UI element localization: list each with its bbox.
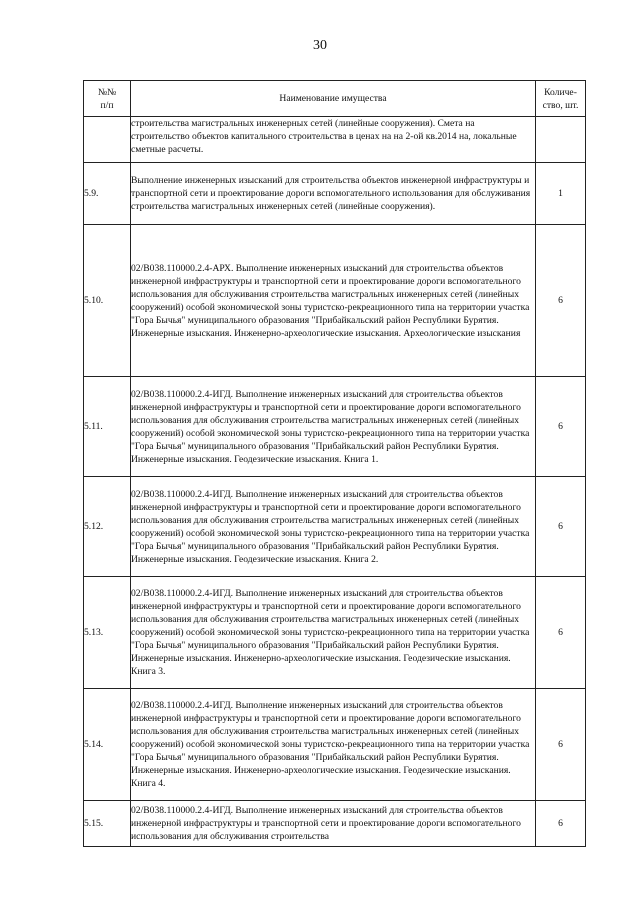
row-quantity	[536, 117, 586, 163]
row-number: 5.14.	[84, 689, 131, 801]
property-table	[83, 80, 586, 847]
row-number: 5.10.	[84, 225, 131, 377]
header-name-label: Наименование имущества	[279, 93, 387, 104]
table-body	[84, 117, 586, 847]
table-row	[84, 689, 586, 801]
header-quantity-label: Количе- ство, шт.	[542, 86, 579, 111]
table-row	[84, 225, 586, 377]
row-number	[84, 117, 131, 163]
row-quantity: 6	[536, 377, 586, 477]
row-name: 02/В038.110000.2.4-ИГД. Выполнение инженерных изысканий для строительства объектов инженерной инфраструктуры и транспортной сети и проектирование дороги вспомогательного использования для обслуживания строительства магистральных инженерных сетей (линейных сооружений) особой экономической зоны туристско-рекреационного типа на территории участка "Гора Бычья" муниципального образования "Прибайкальский район Республики Бурятия. Инженерные изыскания. Инженерно-археологические изыскания. Геодезические изыскания. Книга 4.	[131, 689, 536, 801]
row-quantity: 6	[536, 225, 586, 377]
row-number: 5.11.	[84, 377, 131, 477]
row-name: 02/В038.110000.2.4-ИГД. Выполнение инженерных изысканий для строительства объектов инженерной инфраструктуры и транспортной сети и проектирование дороги вспомогательного использования для обслуживания строительства магистральных инженерных сетей (линейных сооружений) особой экономической зоны туристско-рекреационного типа на территории участка "Гора Бычья" муниципального образования "Прибайкальский район Республики Бурятия. Инженерные изыскания. Геодезические изыскания. Книга 1.	[131, 377, 536, 477]
table-header-row	[84, 81, 586, 117]
row-name: Выполнение инженерных изысканий для строительства объектов инженерной инфраструктуры и транспортной сети и проектирование дороги вспомогательного использования для обслуживания строительства магистральных инженерных сетей (линейные сооружения).	[131, 163, 536, 225]
row-name: строительства магистральных инженерных сетей (линейные сооружения). Смета на строительство объектов капитального строительства в ценах на на 2-ой кв.2014 на, локальные сметные расчеты.	[131, 117, 536, 163]
header-quantity	[536, 81, 586, 117]
table-row	[84, 577, 586, 689]
page-number: 30	[313, 38, 327, 53]
table-row	[84, 117, 586, 163]
row-number: 5.12.	[84, 477, 131, 577]
table-row	[84, 163, 586, 225]
row-quantity: 6	[536, 801, 586, 847]
header-name	[131, 81, 536, 117]
header-number-label: №№ п/п	[97, 86, 117, 111]
row-quantity: 1	[536, 163, 586, 225]
row-name: 02/В038.110000.2.4-ИГД. Выполнение инженерных изысканий для строительства объектов инженерной инфраструктуры и транспортной сети и проектирование дороги вспомогательного использования для обслуживания строительства	[131, 801, 536, 847]
row-quantity: 6	[536, 577, 586, 689]
row-name: 02/В038.110000.2.4-ИГД. Выполнение инженерных изысканий для строительства объектов инженерной инфраструктуры и транспортной сети и проектирование дороги вспомогательного использования для обслуживания строительства магистральных инженерных сетей (линейных сооружений) особой экономической зоны туристско-рекреационного типа на территории участка "Гора Бычья" муниципального образования "Прибайкальский район Республики Бурятия. Инженерные изыскания. Инженерно-археологические изыскания. Геодезические изыскания. Книга 3.	[131, 577, 536, 689]
row-number: 5.15.	[84, 801, 131, 847]
row-quantity: 6	[536, 477, 586, 577]
table-row	[84, 377, 586, 477]
table-row	[84, 477, 586, 577]
row-number: 5.13.	[84, 577, 131, 689]
table-row	[84, 801, 586, 847]
row-name: 02/В038.110000.2.4-ИГД. Выполнение инженерных изысканий для строительства объектов инженерной инфраструктуры и транспортной сети и проектирование дороги вспомогательного использования для обслуживания строительства магистральных инженерных сетей (линейных сооружений) особой экономической зоны туристско-рекреационного типа на территории участка "Гора Бычья" муниципального образования "Прибайкальский район Республики Бурятия. Инженерные изыскания. Геодезические изыскания. Книга 2.	[131, 477, 536, 577]
row-name: 02/В038.110000.2.4-АРХ. Выполнение инженерных изысканий для строительства объектов инженерной инфраструктуры и транспортной сети и проектирование дороги вспомогательного использования для обслуживания строительства магистральных инженерных сетей (линейных сооружений) особой экономической зоны туристско-рекреационного типа на территории участка "Гора Бычья" муниципального образования "Прибайкальский район Республики Бурятия. Инженерные изыскания. Инженерно-археологические изыскания. Археологические изыскания	[131, 225, 536, 377]
row-number: 5.9.	[84, 163, 131, 225]
row-quantity: 6	[536, 689, 586, 801]
header-number	[84, 81, 131, 117]
